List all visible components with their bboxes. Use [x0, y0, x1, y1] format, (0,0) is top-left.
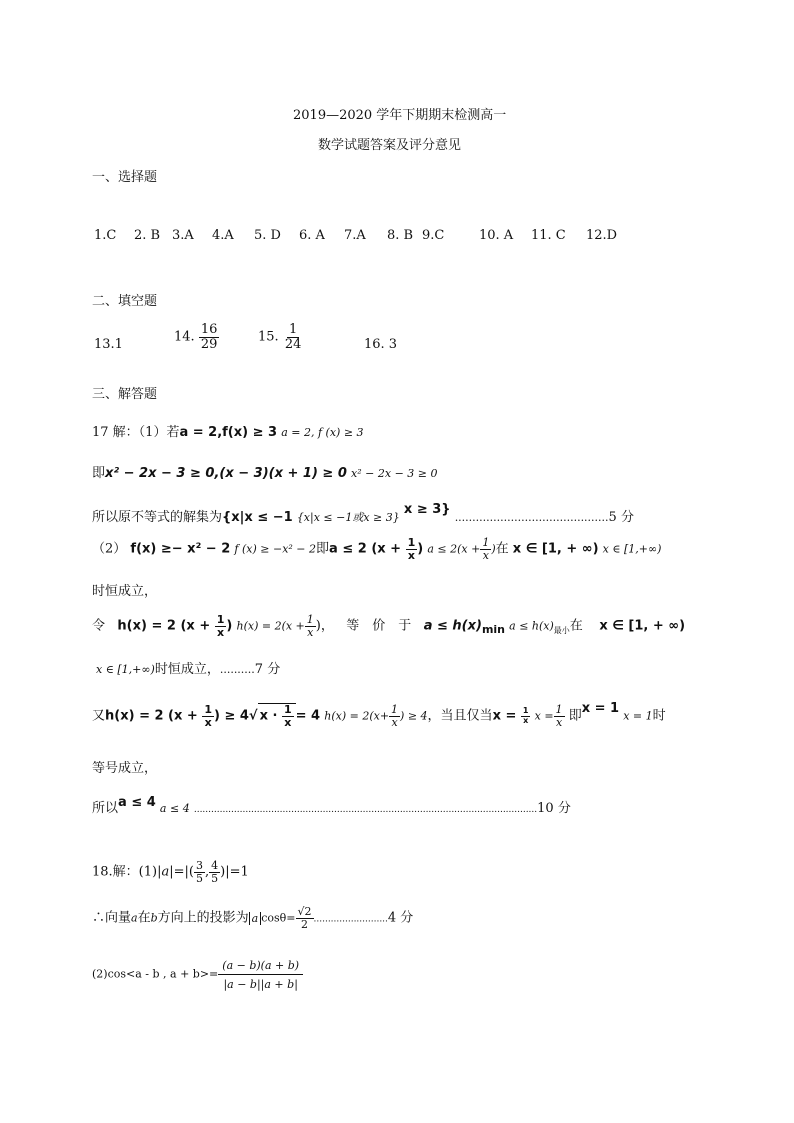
q17-amgm-frac [389, 704, 400, 728]
answer-10: 10. A [479, 228, 514, 243]
fill-14-denominator: 29 [200, 336, 218, 352]
q18-vec-a: a [161, 864, 170, 880]
answer-6: 6. A [299, 228, 325, 243]
q17-amgm-eq: = 4 [295, 708, 321, 724]
q17-part2-domain: x ∈ [1,+∞) [602, 542, 662, 556]
q18-frac-3-5-den: 5 [195, 871, 203, 885]
q18-cos-fraction [218, 958, 303, 990]
q17-amgm-geq: ) ≥ 4 [400, 709, 428, 723]
q17-part2-cond-bold: f(x) ≥− x² − 2 [130, 541, 231, 557]
q17-ji: 即 [92, 466, 106, 481]
q18-cos-angle: (2)cos< [92, 967, 136, 981]
q17-h-frac-den: x [307, 625, 314, 639]
section-fill-heading: 二、填空题 [92, 294, 158, 309]
q17-part2-ji: 即 [316, 541, 330, 557]
q17-result: a ≤ 4 [159, 802, 190, 815]
q18-vec-a-2: a [131, 911, 138, 925]
answer-1: 1.C [94, 228, 117, 243]
q17-min: a ≤ h(x) [509, 619, 554, 633]
q17-amgm-frac-num: 1 [391, 703, 399, 716]
q17-h-def-bold: h(x) = 2 (x + [117, 618, 215, 634]
q17-shi: 时 [652, 708, 666, 724]
q17-condition: a = 2, f (x) ≥ 3 [281, 426, 364, 439]
q17-eq-cond-frac [554, 704, 565, 728]
q17-condition-bold: a = 2,f(x) ≥ 3 [179, 425, 278, 440]
q17-part2-ineq: a ≤ 2(x + [427, 542, 481, 556]
fill-answer-13: 13.1 [94, 337, 123, 352]
q17-part2-frac-den: x [482, 548, 489, 562]
q17-amgm-bold: h(x) = 2 (x + [105, 708, 203, 724]
q17-result-bold: a ≤ 4 [118, 795, 156, 810]
title-year: 2019—2020 学年下期期末检测高一 [293, 108, 507, 123]
q18-vec-b: b [150, 911, 158, 925]
answer-12: 12.D [586, 228, 618, 243]
q17-part2-frac [480, 537, 491, 561]
fill-14-fraction [199, 323, 220, 351]
q17-line-7 [96, 658, 280, 677]
q17-line-9: 等号成立， [92, 761, 158, 776]
q17-line-5: 时恒成立， [92, 584, 158, 599]
q17-part2-zai: 在 [495, 541, 509, 557]
q17-part2-frac-num: 1 [482, 536, 490, 549]
q17-ling: 令 [92, 618, 106, 634]
section-choice-heading: 一、选择题 [92, 170, 158, 185]
q17-part2-cond: f (x) ≥ −x² − 2 [234, 542, 317, 556]
q18-frac-sqrt2-den: 2 [301, 917, 308, 931]
q17-part2-domain-bold: x ∈ [1, + ∞) [512, 541, 599, 557]
q17-solution-intro: 所以原不等式的解集为 [92, 510, 223, 525]
choice-answers [94, 228, 617, 243]
q18-intro: 18.解：(1)| [92, 864, 162, 880]
q17-score-10: 10 分 [537, 801, 571, 816]
q17-min-sub-bold: min [481, 623, 506, 637]
q17-sqrt-frac-den: x [284, 715, 292, 729]
q17-min-zai: 在 [569, 618, 583, 634]
q17-dots-10: ........................................................................................................................ [193, 805, 538, 815]
q17-iff: ，当且仅当 [427, 708, 493, 724]
q17-sqrt-sign: √ [248, 708, 258, 724]
q17-part2-frac-bold-num: 1 [407, 536, 416, 549]
q17-part2-ineq-bold: a ≤ 2 (x + [329, 541, 406, 557]
q18-frac-4-5-num: 4 [211, 859, 219, 872]
q17-part2-ineq-close: ) [491, 542, 496, 556]
q17-eq-cond-frac-den: x [555, 715, 563, 729]
answer-11: 11. C [531, 228, 566, 243]
q17-eq-cond-frac-num: 1 [555, 703, 563, 716]
q17-h-def-bold-close: ) [226, 618, 233, 634]
q17-line-2 [92, 462, 438, 481]
q17-min-sub: 最小 [553, 626, 570, 636]
q17-h-def: h(x) = 2(x + [236, 619, 305, 633]
q18-cos-fraction-num: (a − b)(a + b) [218, 958, 303, 975]
q17-line-1 [92, 421, 364, 440]
q17-part2-frac-bold [406, 537, 418, 561]
q17-dots-5: ............................................ [454, 511, 609, 524]
q17-score-5: 5 分 [608, 510, 634, 525]
q18-cos: cosθ= [261, 911, 296, 925]
q18-frac-3-5 [194, 860, 205, 884]
q17-part2-ineq-bold-close: ) [417, 541, 424, 557]
q18-angle-vectors: a - b , a + b [135, 967, 200, 981]
q18-score-4: 4 分 [387, 910, 414, 926]
q17-dots-7: .......... [219, 663, 255, 676]
q17-equivalent: 等 价 于 [346, 618, 412, 634]
q17-ji-2: 即 [568, 708, 582, 724]
q17-amgm: h(x) = 2(x+ [324, 709, 390, 723]
fill-15-denominator: 24 [284, 336, 302, 352]
q18-therefore: ∴向量 [92, 910, 132, 926]
q17-eq-cond: x = [534, 709, 554, 723]
q17-line-4 [92, 537, 661, 561]
q17-inequality: x² − 2x − 3 ≥ 0 [351, 467, 438, 480]
q18-dots-4: .......................... [313, 914, 388, 925]
q18-line-3 [92, 958, 303, 990]
q17-intro: 17 解：（1）若 [92, 425, 180, 440]
q17-x1: x = 1 [623, 709, 653, 723]
q17-h-frac-bold-den: x [217, 625, 225, 639]
answer-9: 9.C [422, 228, 445, 243]
answer-7: 7.A [344, 228, 366, 243]
q17-amgm-frac-bold-den: x [204, 715, 212, 729]
q17-h-def-close: )， [315, 618, 334, 634]
q17-line-8 [92, 700, 666, 729]
q17-eq-cond-frac-bold-den: x [523, 715, 529, 725]
q17-amgm-frac-den: x [391, 715, 398, 729]
q17-part2: （2） [92, 541, 127, 557]
answer-2: 2. B [134, 228, 161, 243]
q17-h-frac-bold-num: 1 [216, 613, 225, 626]
fill-15-label: 15. [258, 329, 279, 345]
fill-15-fraction [283, 323, 304, 351]
q17-solution-set-tail: x ≥ 3} [403, 502, 451, 517]
q18-frac-sqrt2 [296, 906, 314, 930]
q17-line-3 [92, 502, 634, 525]
q18-line-2 [92, 906, 413, 930]
q18-eq-1: )|=1 [220, 864, 249, 880]
q17-min-bold: a ≤ h(x) [423, 618, 482, 634]
q17-amgm-bold-mid: ) ≥ 4 [213, 708, 249, 724]
q17-sqrt-body [258, 703, 296, 728]
answer-8: 8. B [387, 228, 414, 243]
q18-line-1 [92, 860, 249, 884]
q17-h-frac-num: 1 [306, 613, 314, 626]
q18-eq: |=|( [169, 864, 194, 880]
q17-domain: x ∈ [1,+∞) [96, 663, 155, 676]
q17-inequality-bold: x² − 2x − 3 ≥ 0,(x − 3)(x + 1) ≥ 0 [105, 466, 347, 481]
fill-answer-15 [258, 323, 303, 351]
q17-h-frac [305, 614, 316, 638]
fill-answer-16: 16. 3 [364, 337, 398, 352]
q17-solution-set-bold: {x|x ≤ −1 [222, 510, 293, 525]
q18-frac-3-5-num: 3 [195, 859, 203, 872]
fill-answer-14 [174, 323, 219, 351]
q17-always-holds: 时恒成立， [154, 662, 220, 677]
answer-4: 4.A [212, 228, 234, 243]
q17-you: 又 [92, 708, 106, 724]
q17-eq-cond-bold: x = [492, 708, 521, 724]
q17-amgm-frac-bold [202, 704, 214, 728]
q18-cos-fraction-den: |a − b||a + b| [223, 977, 298, 991]
q17-line-10 [92, 797, 571, 816]
q18-norm-a: a [249, 912, 262, 925]
q18-projection: 方向上的投影为 [157, 910, 249, 926]
fill-15-numerator: 1 [288, 322, 298, 337]
q17-sqrt-frac-num: 1 [283, 703, 292, 716]
q17-so: 所以 [92, 801, 119, 816]
title-subject: 数学试题答案及评分意见 [318, 138, 462, 153]
q17-sqrt-x: x · [259, 708, 282, 724]
q18-frac-4-5 [209, 860, 220, 884]
fill-14-numerator: 16 [200, 322, 218, 337]
q17-score-7: 7 分 [254, 662, 281, 677]
fill-14-label: 14. [174, 329, 195, 345]
q17-part2-frac-bold-den: x [407, 548, 415, 562]
q18-angle-eq: >= [199, 967, 219, 981]
q18-frac-sqrt2-num: √2 [297, 905, 312, 918]
q17-solution-set: {x|x ≤ −1或x ≥ 3} [296, 511, 400, 524]
q18-comma: , [204, 864, 210, 880]
section-solve-heading: 三、解答题 [92, 387, 158, 402]
q17-h-frac-bold [215, 614, 227, 638]
q17-eq-cond-frac-bold-num: 1 [522, 706, 529, 716]
q17-amgm-frac-bold-num: 1 [204, 703, 212, 716]
answer-3: 3.A [172, 228, 194, 243]
q17-eq-cond-frac-bold [521, 707, 531, 725]
q17-line-6 [92, 614, 685, 638]
q18-zai: 在 [137, 910, 151, 926]
q17-x1-bold: x = 1 [581, 700, 620, 716]
q18-frac-4-5-den: 5 [211, 871, 219, 885]
answer-5: 5. D [254, 228, 281, 243]
q17-sqrt-frac [282, 704, 294, 728]
q17-min-domain-bold: x ∈ [1, + ∞) [599, 618, 686, 634]
